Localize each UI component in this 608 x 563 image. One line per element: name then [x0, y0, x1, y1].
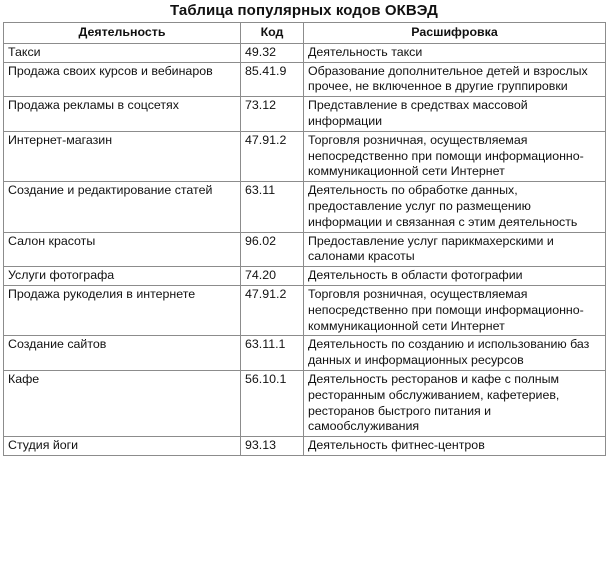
table-row — [4, 285, 606, 335]
table-row — [4, 267, 606, 286]
cell-activity: Услуги фотографа — [4, 267, 241, 286]
cell-activity: Салон красоты — [4, 232, 241, 267]
cell-description: Представление в средствах массовой информации — [304, 97, 606, 132]
table-row — [4, 336, 606, 371]
cell-description: Деятельность по созданию и использованию баз данных и информационных ресурсов — [304, 336, 606, 371]
column-header-activity: Деятельность — [4, 23, 241, 44]
cell-description: Деятельность в области фотографии — [304, 267, 606, 286]
cell-description: Деятельность ресторанов и кафе с полным ресторанным обслуживанием, кафетериев, ресторанов быстрого питания и самообслуживания — [304, 370, 606, 436]
column-header-code: Код — [241, 23, 304, 44]
table-row — [4, 97, 606, 132]
cell-activity: Интернет-магазин — [4, 131, 241, 181]
cell-description: Деятельность такси — [304, 43, 606, 62]
cell-description: Торговля розничная, осуществляемая непосредственно при помощи информационно-коммуникационной сети Интернет — [304, 131, 606, 181]
table-row — [4, 182, 606, 232]
cell-code: 63.11 — [241, 182, 304, 232]
cell-activity: Кафе — [4, 370, 241, 436]
cell-description: Деятельность фитнес-центров — [304, 437, 606, 456]
cell-description: Образование дополнительное детей и взрослых прочее, не включенное в другие группировки — [304, 62, 606, 97]
cell-activity: Продажа рекламы в соцсетях — [4, 97, 241, 132]
cell-code: 56.10.1 — [241, 370, 304, 436]
cell-code: 49.32 — [241, 43, 304, 62]
column-header-description: Расшифровка — [304, 23, 606, 44]
table-row — [4, 43, 606, 62]
okved-table — [3, 22, 606, 456]
table-row — [4, 232, 606, 267]
table-row — [4, 131, 606, 181]
cell-code: 93.13 — [241, 437, 304, 456]
table-row — [4, 62, 606, 97]
cell-code: 47.91.2 — [241, 285, 304, 335]
cell-code: 47.91.2 — [241, 131, 304, 181]
table-row — [4, 437, 606, 456]
cell-code: 96.02 — [241, 232, 304, 267]
table-header-row — [4, 23, 606, 44]
cell-activity: Создание и редактирование статей — [4, 182, 241, 232]
cell-activity: Студия йоги — [4, 437, 241, 456]
cell-activity: Такси — [4, 43, 241, 62]
cell-code: 74.20 — [241, 267, 304, 286]
table-row — [4, 370, 606, 436]
cell-code: 73.12 — [241, 97, 304, 132]
cell-description: Деятельность по обработке данных, предоставление услуг по размещению информации и связанная с этим деятельность — [304, 182, 606, 232]
cell-activity: Продажа своих курсов и вебинаров — [4, 62, 241, 97]
cell-description: Торговля розничная, осуществляемая непосредственно при помощи информационно-коммуникационной сети Интернет — [304, 285, 606, 335]
cell-code: 85.41.9 — [241, 62, 304, 97]
cell-activity: Продажа рукоделия в интернете — [4, 285, 241, 335]
page-title: Таблица популярных кодов ОКВЭД — [170, 2, 438, 19]
cell-activity: Создание сайтов — [4, 336, 241, 371]
cell-code: 63.11.1 — [241, 336, 304, 371]
cell-description: Предоставление услуг парикмахерскими и салонами красоты — [304, 232, 606, 267]
